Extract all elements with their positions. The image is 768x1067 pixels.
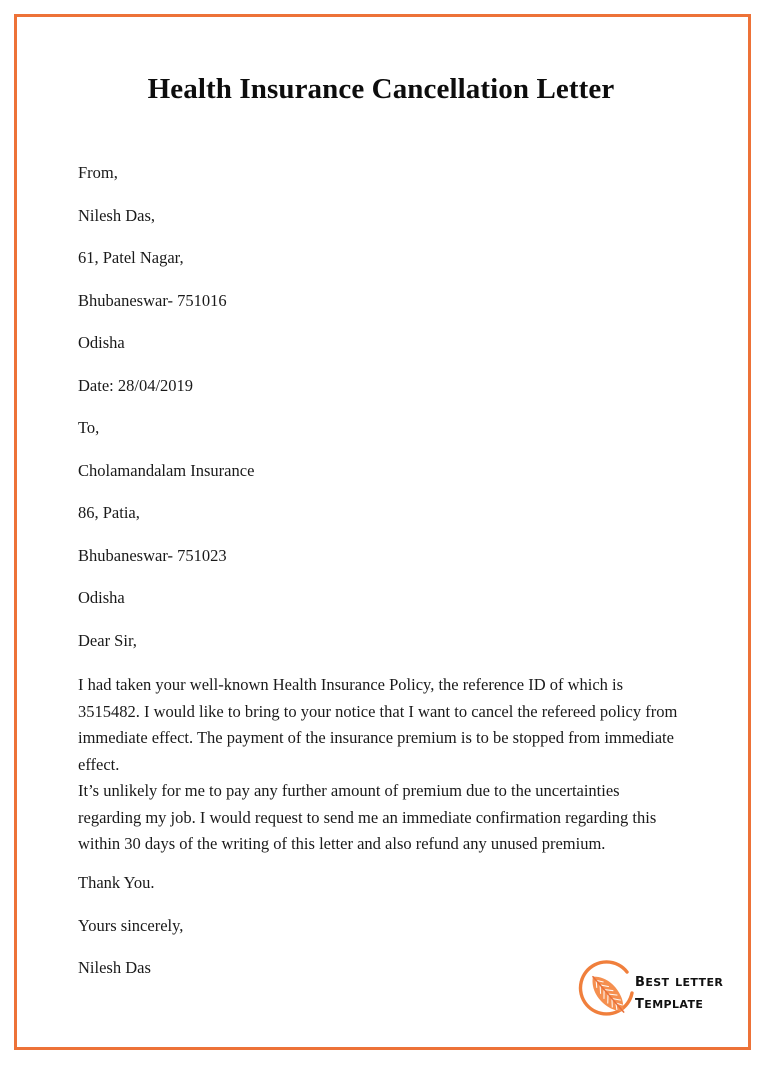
brand-logo-text — [635, 970, 725, 1014]
closing-thanks: Thank You. — [78, 873, 155, 892]
recipient-line-state: Odisha — [78, 588, 125, 608]
sender-line-from: From, — [78, 163, 118, 182]
closing-valediction: Yours sincerely, — [78, 915, 184, 935]
closing-block — [78, 862, 638, 990]
page-title: Health Insurance Cancellation Letter — [147, 73, 615, 105]
salutation-block — [78, 620, 638, 663]
letter-content — [78, 0, 684, 1067]
brand-logo-line-2: template — [635, 991, 704, 1013]
brand-logo-line-1: best letter — [635, 969, 724, 991]
body-paragraph-2: It’s unlikely for me to pay any further amount of premium due to the uncertainties regarding my job. I would request to send me an immediate confirmation regarding this within 30 days of the writing of this letter and also refund any unused premium. — [78, 781, 657, 854]
signature-name: Nilesh Das — [78, 958, 151, 978]
sender-address-block — [78, 152, 638, 408]
recipient-address-block — [78, 407, 638, 620]
body-paragraph-1: I had taken your well-known Health Insurance Policy, the reference ID of which is 3515482. I would like to bring to your notice that I want to cancel the refereed policy from immediate effect. The payment of the insurance premium is to be stopped from immediate effect. — [78, 675, 678, 774]
sender-line-street: 61, Patel Nagar, — [78, 248, 184, 268]
recipient-line-to: To, — [78, 418, 100, 437]
recipient-line-city: Bhubaneswar- 751023 — [78, 545, 227, 565]
letter-date: Date: 28/04/2019 — [78, 375, 194, 395]
recipient-line-street: 86, Patia, — [78, 503, 140, 523]
sender-line-name: Nilesh Das, — [78, 205, 155, 225]
sender-line-city: Bhubaneswar- 751016 — [78, 290, 227, 310]
sender-line-state: Odisha — [78, 333, 125, 353]
salutation: Dear Sir, — [78, 631, 137, 650]
recipient-line-company: Cholamandalam Insurance — [78, 460, 255, 480]
brand-logo — [575, 958, 724, 1030]
feather-quill-in-circle-icon — [575, 960, 641, 1026]
